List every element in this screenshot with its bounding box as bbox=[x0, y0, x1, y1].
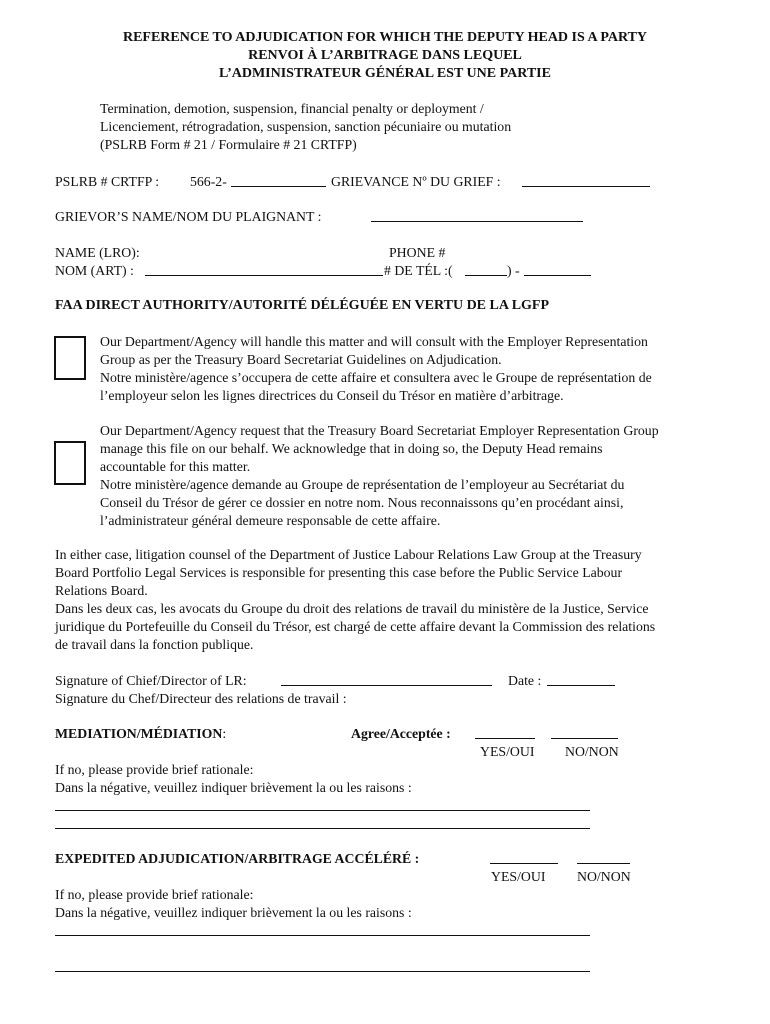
art-name-label: NOM (ART) : bbox=[55, 263, 134, 278]
lro-name-field[interactable] bbox=[145, 275, 383, 276]
pslrb-number-field[interactable] bbox=[231, 186, 326, 187]
grievance-label: GRIEVANCE Nº DU GRIEF : bbox=[331, 174, 501, 189]
expedited-yes-label: YES/OUI bbox=[491, 869, 546, 884]
faa-option-2-line-3: accountable for this matter. bbox=[100, 459, 251, 474]
mediation-agree-label: Agree/Acceptée : bbox=[351, 726, 451, 741]
grievor-name-field[interactable] bbox=[371, 221, 583, 222]
mediation-yes-field[interactable] bbox=[475, 738, 535, 739]
phone-area-code-field[interactable] bbox=[465, 275, 507, 276]
signature-label-fr: Signature du Chef/Directeur des relations de travail : bbox=[55, 691, 347, 706]
mediation-rationale-en: If no, please provide brief rationale: bbox=[55, 762, 254, 777]
expedited-rationale-fr: Dans la négative, veuillez indiquer brièvement la ou les raisons : bbox=[55, 905, 412, 920]
pslrb-prefix: 566-2- bbox=[190, 174, 227, 189]
faa-option-2-line-1: Our Department/Agency request that the Treasury Board Secretariat Employer Representation Group bbox=[100, 423, 659, 438]
faa-option-2-line-6: l’administrateur général demeure responsable de cette affaire. bbox=[100, 513, 441, 528]
faa-option-1-line-1: Our Department/Agency will handle this matter and will consult with the Employer Representation bbox=[100, 334, 648, 349]
date-field[interactable] bbox=[547, 685, 615, 686]
either-case-line-6: de travail dans la fonction publique. bbox=[55, 637, 254, 652]
form-title-line-1: REFERENCE TO ADJUDICATION FOR WHICH THE DEPUTY HEAD IS A PARTY bbox=[122, 30, 648, 45]
expedited-heading: EXPEDITED ADJUDICATION/ARBITRAGE ACCÉLÉRÉ : bbox=[55, 851, 420, 866]
faa-option-2-line-4: Notre ministère/agence demande au Groupe de représentation de l’employeur au Secrétariat du bbox=[100, 477, 625, 492]
faa-option-1-line-2: Group as per the Treasury Board Secretariat Guidelines on Adjudication. bbox=[100, 352, 502, 367]
pslrb-label: PSLRB # CRTFP : bbox=[55, 174, 160, 189]
faa-option-2-checkbox[interactable] bbox=[54, 441, 86, 485]
signature-field[interactable] bbox=[281, 685, 492, 686]
expedited-yes-field[interactable] bbox=[490, 863, 558, 864]
tel-label: # DE TÉL :( bbox=[384, 263, 453, 278]
mediation-no-field[interactable] bbox=[551, 738, 618, 739]
grievor-name-label: GRIEVOR’S NAME/NOM DU PLAIGNANT : bbox=[55, 209, 322, 224]
expedited-no-field[interactable] bbox=[577, 863, 630, 864]
mediation-rationale-line-1[interactable] bbox=[55, 810, 590, 811]
grievance-number-field[interactable] bbox=[522, 186, 650, 187]
mediation-heading bbox=[55, 725, 226, 743]
faa-heading: FAA DIRECT AUTHORITY/AUTORITÉ DÉLÉGUÉE EN VERTU DE LA LGFP bbox=[55, 298, 550, 313]
faa-option-1-line-3: Notre ministère/agence s’occupera de cette affaire et consultera avec le Groupe de représentation de bbox=[100, 370, 652, 385]
mediation-rationale-line-2[interactable] bbox=[55, 828, 590, 829]
form-title-line-2: RENVOI À L’ARBITRAGE DANS LEQUEL bbox=[248, 48, 522, 63]
faa-option-1-checkbox[interactable] bbox=[54, 336, 86, 380]
phone-label: PHONE # bbox=[389, 245, 446, 260]
either-case-line-5: juridique du Portefeuille du Conseil du Trésor, est chargé de cette affaire devant la Commission des relations bbox=[55, 619, 656, 634]
expedited-rationale-line-1[interactable] bbox=[55, 935, 590, 936]
either-case-line-1: In either case, litigation counsel of the Department of Justice Labour Relations Law Group at the Treasury bbox=[55, 547, 642, 562]
faa-option-1-line-4: l’employeur selon les lignes directrices du Conseil du Trésor en matière d’arbitrage. bbox=[100, 388, 564, 403]
expedited-no-label: NO/NON bbox=[577, 869, 631, 884]
either-case-line-2: Board Portfolio Legal Services is responsible for presenting this case before the Public Service Labour bbox=[55, 565, 623, 580]
tel-close: ) - bbox=[507, 263, 520, 278]
mediation-no-label: NO/NON bbox=[565, 744, 619, 759]
faa-option-2-line-2: manage this file on our behalf. We acknowledge that in doing so, the Deputy Head remains bbox=[100, 441, 603, 456]
phone-number-field[interactable] bbox=[524, 275, 591, 276]
mediation-rationale-fr: Dans la négative, veuillez indiquer brièvement la ou les raisons : bbox=[55, 780, 412, 795]
signature-label-en: Signature of Chief/Director of LR: bbox=[55, 673, 247, 688]
date-label: Date : bbox=[508, 673, 542, 688]
subtitle-line-1: Termination, demotion, suspension, financial penalty or deployment / bbox=[100, 101, 484, 116]
mediation-heading-text: MEDIATION/MÉDIATION bbox=[55, 726, 223, 741]
either-case-line-3: Relations Board. bbox=[55, 583, 148, 598]
faa-option-2-line-5: Conseil du Trésor de gérer ce dossier en notre nom. Nous reconnaissons qu’en procédant ainsi, bbox=[100, 495, 624, 510]
expedited-rationale-en: If no, please provide brief rationale: bbox=[55, 887, 254, 902]
mediation-heading-colon: : bbox=[222, 726, 227, 741]
mediation-yes-label: YES/OUI bbox=[480, 744, 535, 759]
expedited-rationale-line-2[interactable] bbox=[55, 971, 590, 972]
lro-name-label: NAME (LRO): bbox=[55, 245, 140, 260]
subtitle-line-3: (PSLRB Form # 21 / Formulaire # 21 CRTFP) bbox=[100, 137, 357, 152]
form-title-line-3: L’ADMINISTRATEUR GÉNÉRAL EST UNE PARTIE bbox=[219, 66, 551, 81]
subtitle-line-2: Licenciement, rétrogradation, suspension, sanction pécuniaire ou mutation bbox=[100, 119, 512, 134]
either-case-line-4: Dans les deux cas, les avocats du Groupe du droit des relations de travail du ministère de la Justice, Service bbox=[55, 601, 649, 616]
